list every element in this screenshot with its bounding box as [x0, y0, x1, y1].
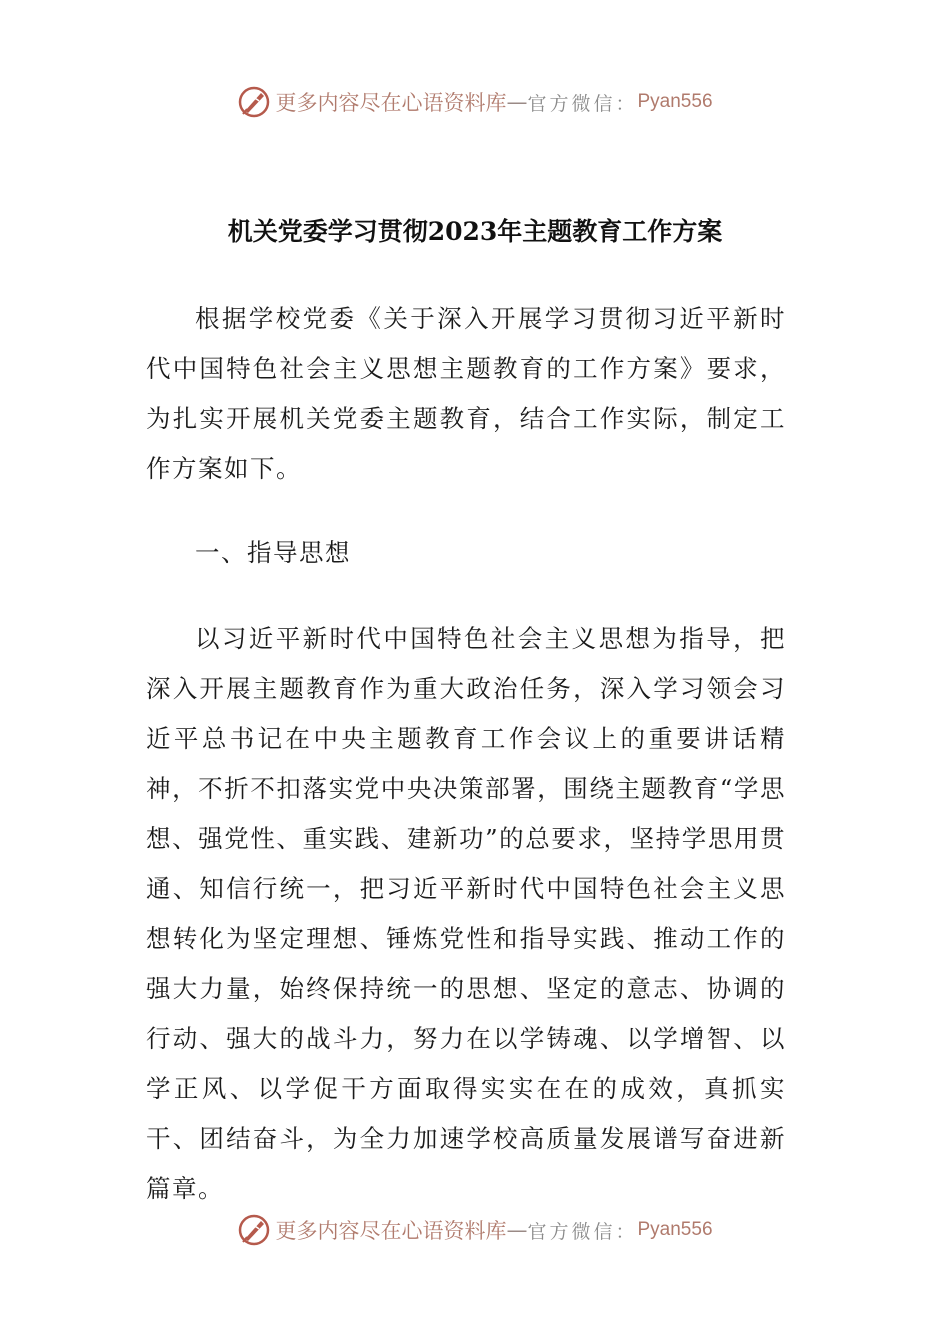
- watermark-text: 更多内容尽在心语资料库: [275, 91, 507, 115]
- quill-logo-icon: [237, 1213, 271, 1247]
- watermark-separator: —: [506, 1218, 528, 1242]
- watermark-separator: —: [506, 90, 528, 114]
- watermark-text: 更多内容尽在心语资料库: [275, 1219, 507, 1243]
- document-title: 机关党委学习贯彻2023年主题教育工作方案: [227, 217, 723, 246]
- section-body-guiding-ideology: 以习近平新时代中国特色社会主义思想为指导，把深入开展主题教育作为重大政治任务，深入学习领会习近平总书记在中央主题教育工作会议上的重要讲话精神，不折不扣落实党中央决策部署，围绕主题教育“学思想、强党性、重实践、建新功”的总要求，坚持学思用贯通、知信行统一，把习近平新时代中国特色社会主义思想转化为坚定理想、锤炼党性和指导实践、推动工作的强大力量，始终保持统一的思想、坚定的意志、协调的行动、强大的战斗力，努力在以学铸魂、以学增智、以学正风、以学促干方面取得实实在在的成效，真抓实干、团结奋斗，为全力加速学校高质量发展谱写奋进新篇章。: [146, 624, 786, 1203]
- wechat-id: Pyan556: [637, 91, 713, 112]
- quill-logo-icon: [237, 85, 271, 119]
- section-heading-guiding-ideology: 一、指导思想: [195, 538, 351, 567]
- intro-paragraph: 根据学校党委《关于深入开展学习贯彻习近平新时代中国特色社会主义思想主题教育的工作方案》要求，为扎实开展机关党委主题教育，结合工作实际，制定工作方案如下。: [146, 304, 786, 483]
- wechat-label: 官方微信：: [527, 92, 638, 115]
- watermark-banner-bottom: [0, 1210, 950, 1250]
- wechat-id: Pyan556: [637, 1219, 713, 1240]
- wechat-label: 官方微信：: [527, 1220, 638, 1243]
- watermark-banner-top: [0, 82, 950, 122]
